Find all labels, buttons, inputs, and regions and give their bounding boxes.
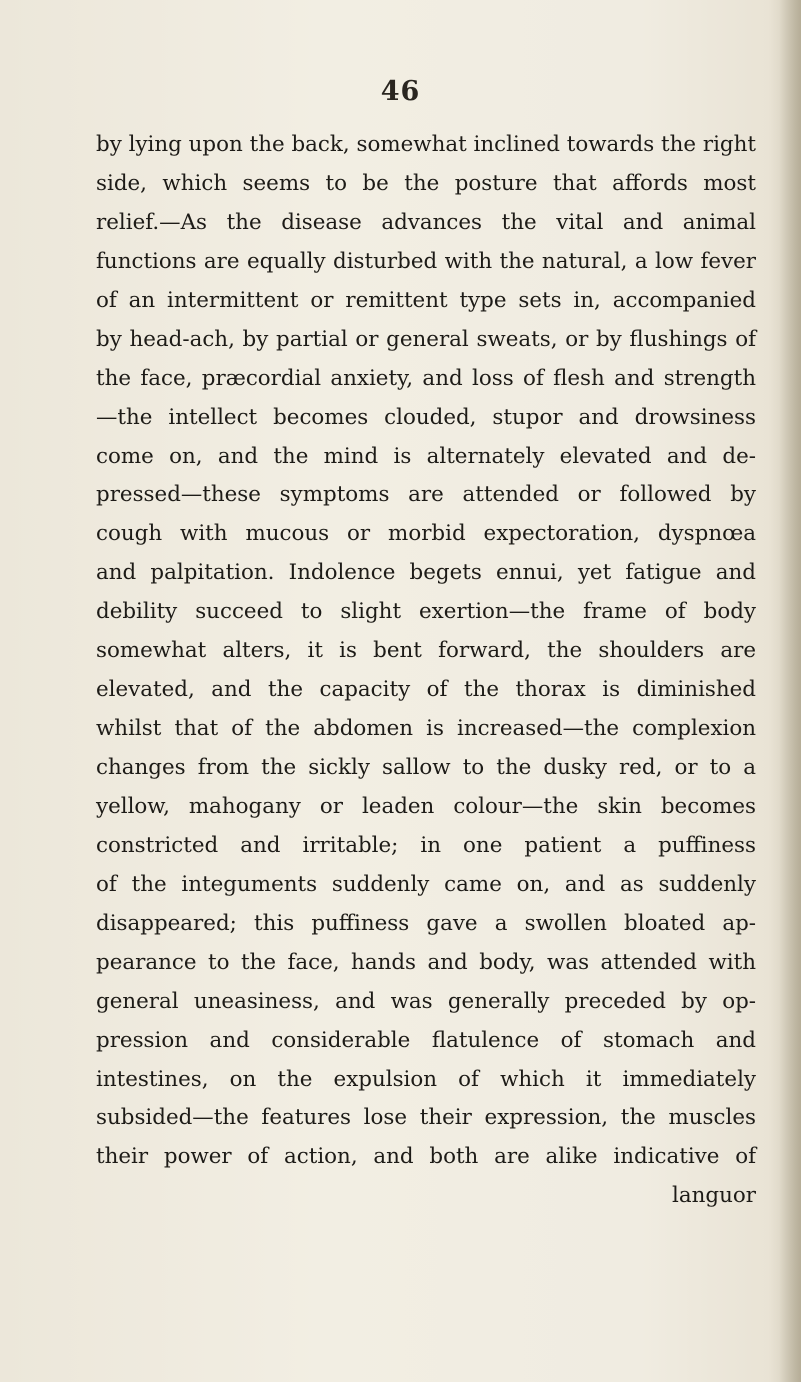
- text-line: disappeared; this puffiness gave a swollen bloated ap-: [96, 910, 756, 936]
- text-line: pearance to the face, hands and body, was attended with: [96, 949, 756, 975]
- text-line: yellow, mahogany or leaden colour—the skin becomes: [96, 793, 756, 819]
- text-line: the face, præcordial anxiety, and loss of flesh and strength: [96, 365, 756, 391]
- text-line: elevated, and the capacity of the thorax is diminished: [96, 677, 756, 703]
- text-line: pressed—these symptoms are attended or followed by: [96, 482, 756, 508]
- text-line: general uneasiness, and was generally preceded by op-: [96, 988, 756, 1014]
- text-line: relief.—As the disease advances the vital and animal: [96, 209, 756, 235]
- text-line: by head-ach, by partial or general sweats, or by flushings of: [96, 326, 756, 352]
- page-number: 46: [380, 76, 421, 107]
- text-line: subsided—the features lose their expression, the muscles: [96, 1105, 756, 1131]
- text-line: changes from the sickly sallow to the dusky red, or to a: [96, 755, 756, 780]
- text-line: by lying upon the back, somewhat inclined towards the right: [96, 132, 756, 157]
- text-line: —the intellect becomes clouded, stupor and drowsiness: [96, 404, 756, 430]
- body-text: [96, 126, 756, 1216]
- text-line: somewhat alters, it is bent forward, the shoulders are: [96, 638, 756, 664]
- text-line: come on, and the mind is alternately elevated and de-: [96, 443, 756, 469]
- text-line: of the integuments suddenly came on, and as suddenly: [96, 871, 756, 897]
- text-line: pression and considerable flatulence of stomach and: [96, 1027, 756, 1053]
- text-line: constricted and irritable; in one patient a puffiness: [96, 832, 756, 858]
- text-line: whilst that of the abdomen is increased—the complexion: [96, 716, 756, 742]
- text-line: and palpitation. Indolence begets ennui, yet fatigue and: [96, 560, 756, 586]
- text-line: debility succeed to slight exertion—the frame of body: [96, 599, 756, 625]
- text-line: intestines, on the expulsion of which it immediately: [96, 1066, 756, 1092]
- text-line: of an intermittent or remittent type sets in, accompanied: [96, 287, 756, 313]
- catchword: languor: [672, 1183, 756, 1209]
- text-line: cough with mucous or morbid expectoration, dyspnœa: [96, 521, 756, 547]
- text-line: functions are equally disturbed with the natural, a low fever: [96, 248, 756, 274]
- text-line: their power of action, and both are alike indicative of: [96, 1144, 756, 1170]
- text-line: side, which seems to be the posture that affords most: [96, 170, 756, 196]
- page-edge-shadow: [779, 0, 801, 1382]
